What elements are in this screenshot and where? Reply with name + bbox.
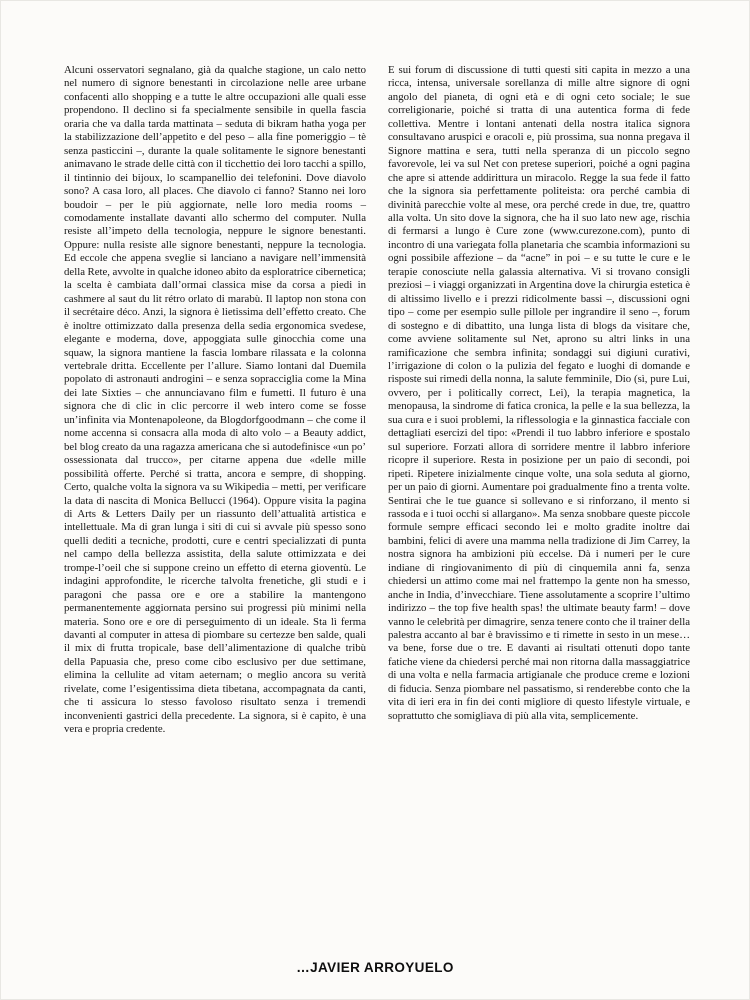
article-column-left: Alcuni osservatori segnalano, già da qualche stagione, un calo netto nel numero di signore benestanti in circolazione nelle aree urbane confacenti allo shopping e a tutte le altre occupazioni alle quali esse propendono. Il declino si fa specialmente sensibile in quella fascia oraria che va dalla tarda mattinata – seduta di bikram hatha yoga per la stabilizzazione dell’appetito e del peso – alla fine pomeriggio – tè senza pasticcini –, durante la quale solitamente le signore benestanti animavano le strade delle città con il ticchettio dei loro tacchi a spillo, il tintinnio dei bijoux, lo scampanellio dei telefonini. Dove diavolo sono? A casa loro, all places. Che diavolo ci fanno? Stanno nei loro boudoir – per le più aggiornate, nelle loro media rooms – comodamente installate davanti allo schermo del computer. Nulla resiste all’impeto della tecnologia, neppure le signore benestanti. Oppure: nulla resiste alle signore benestanti, neppure la tecnologia. Ed eccole che appena sveglie si lanciano a navigare nell’immensità della Rete, avvolte in qualche idoneo abito da esploratrice cibernetica; la scelta è cambiata dall’ormai classica mise da corsa a piedi in cashmere al saut du lit rétro orlato di marabù. Il laptop non stona con il secrétaire déco. Anzi, la signora è lietissima dell’effetto creato. Che è inoltre ottimizzato dalla presenza della sedia ergonomica svedese, elegante e moderna, dove, appoggiata sulle ginocchia come una squaw, la signora mantiene la fascia lombare rilassata e la colonna vertebrale dritta. Eccellente per l’allure. Siamo lontani dal Duemila popolato di astronauti androgini – e senza sopracciglia come la Mina dei late Sixties – che annunciavano film e fumetti. Il futuro è una signora che di clic in clic percorre il web intero come se fosse un’infinita via Montenapoleone, da Blogdorfgoodmann – che come il nome accenna si consacra alla moda di alto volo – a Beauty addict, bel blog creato da una ragazza americana che si autodefinisce «un po’ ossessionata dal trucco», per citarne appena due «delle mille possibilità offerte. Perché si tratta, ancora e sempre, di shopping. Certo, qualche volta la signora va su Wikipedia – metti, per verificare la data di nascita di Monica Bellucci (1964). Oppure visita la pagina di Arts & Letters Daily per un riassunto dell’attualità artistica e intellettuale. Ma di gran lunga i siti di cui si avvale più spesso sono quelli dediti a tecniche, prodotti, cure e centri specializzati di punta nel campo della bellezza assistita, della salute ottimizzata e dei trompe-l’oeil che si suppone creino un effetto di eterna gioventù. Le indagini approfondite, le ricerche talvolta frenetiche, gli studi e i paragoni che passa ore e ore a stabilire la mantengono permanentemente aggiornata persino sui progressi più minimi nella materia. Sono ore e ore di perseguimento di un ideale. Sta lì ferma davanti al computer in attesa di piombare su certezze ben salde, quali il mix di frutta tropicale, base dell’alimentazione di qualche tribù della Papuasia che, preso come cibo esclusivo per due settimane, elimina la cellulite ad vitam aeternam; o meglio ancora su verità rivelate, come l’esigentissima dieta tibetana, accompagnata da canti, che ti assicura lo stesso favoloso risultato senza i tremendi inconvenienti gastrici della precedente. La signora, si è capito, è una vera e propria credente. xyxy=(64,64,366,736)
author-byline: …JAVIER ARROYUELO xyxy=(296,960,454,975)
article-column-right: E sui forum di discussione di tutti questi siti capita in mezzo a una ricca, intensa, universale sorellanza di mille altre signore di ogni angolo del pianeta, di ogni età e di ogni ceto sociale; le sue correligionarie, poiché si tratta di una autentica forma di fede collettiva. Mentre i lontani antenati della nostra italica signora consultavano aruspici e oracoli e, più prossima, sua nonna pregava il Signore mattina e sera, tutti nella speranza di un piccolo segno favorevole, lei va sul Net con pretese superiori, poiché a ogni pagina che apre si attende addirittura un miracolo. Regge la sua fede il fatto che la signora sia perfettamente politeista: ora perché cambia di divinità parecchie volte al mese, ora perché crede in due, tre, quattro alla volta. Un sito dove la signora, che ha il suo lato new age, rischia di fermarsi a lungo è Cure zone (www.curezone.com), punto di incontro di una variegata folla planetaria che scambia informazioni su ogni possibile affezione – da “acne” in poi – e su tutte le cure e le terapie conosciute nella galassia alternativa. Vi si trovano consigli preziosi – i viaggi organizzati in Argentina dove la chirurgia estetica è di altissimo livello e i prezzi ridicolmente bassi –, discussioni ogni tipo – come per esempio sulle pillole per ingrandire il seno –, forum di sostegno e di dibattito, una lunga lista di blogs da visitare che, come avviene solitamente sul Net, aprono su altri links in una ramificazione che sembra infinita; sondaggi sui digiuni curativi, l’irrigazione di colon o la pulizia del fegato e luoghi di domande e risposte sui rimedi della nonna, la salute femminile, Dio (sì, pure Lui, ovvero, per i politically correct, Lei), la terapia magnetica, la menopausa, la sindrome di fatica cronica, la pelle e la sua bellezza, la sua cura e i suoi problemi, la riflessologia e la ginnastica facciale con dettagliati esercizi del tipo: «Prendi il tuo labbro inferiore e spostalo sul superiore. Forzati allora di sorridere mentre il labbro inferiore ricopre il superiore. Resta in posizione per un paio di secondi, poi ripeti. Ripetere inizialmente cinque volte, una sola seduta al giorno, per un paio di giorni. Aumentare poi gradualmente fino a trenta volte. Sentirai che le tue guance si sollevano e si rinforzano, il mento si rassoda e i tuoi occhi si allargano». Ma senza snobbare queste piccole formule sempre efficaci secondo lei e molto gradite inoltre dai bambini, felici di avere una mamma nella tradizione di Jim Carrey, la nostra signora ha ambizioni più eccelse. Dà i numeri per le cure indiane di ringiovanimento di più di cinquemila anni fa, senza chiedersi un attimo come mai nel frattempo la gente non ha smesso, anche in India, d’invecchiare. Tiene assolutamente a scoprire l’ultimo indirizzo – the top five health spas! the ultimate beauty farm! – dove vanno le celebrità per dimagrire, senza tenere conto che il trainer della palestra accanto al bar è bravissimo e ti rimette in sesto in un mese… va bene, forse due o tre. E davanti ai risultati ottenuti dopo tante fatiche viene da chiedersi perché mai non ritorna dalla massaggiatrice di una volta e nella farmacia artigianale che produce creme e lozioni di fiducia. Senza piombare nel passatismo, si renderebbe conto che la vita di ieri era in fin dei conti migliore di questo lifestyle virtuale, e soprattutto che somigliava di più alla vita, semplicemente. xyxy=(388,64,690,722)
article-body xyxy=(64,64,690,737)
